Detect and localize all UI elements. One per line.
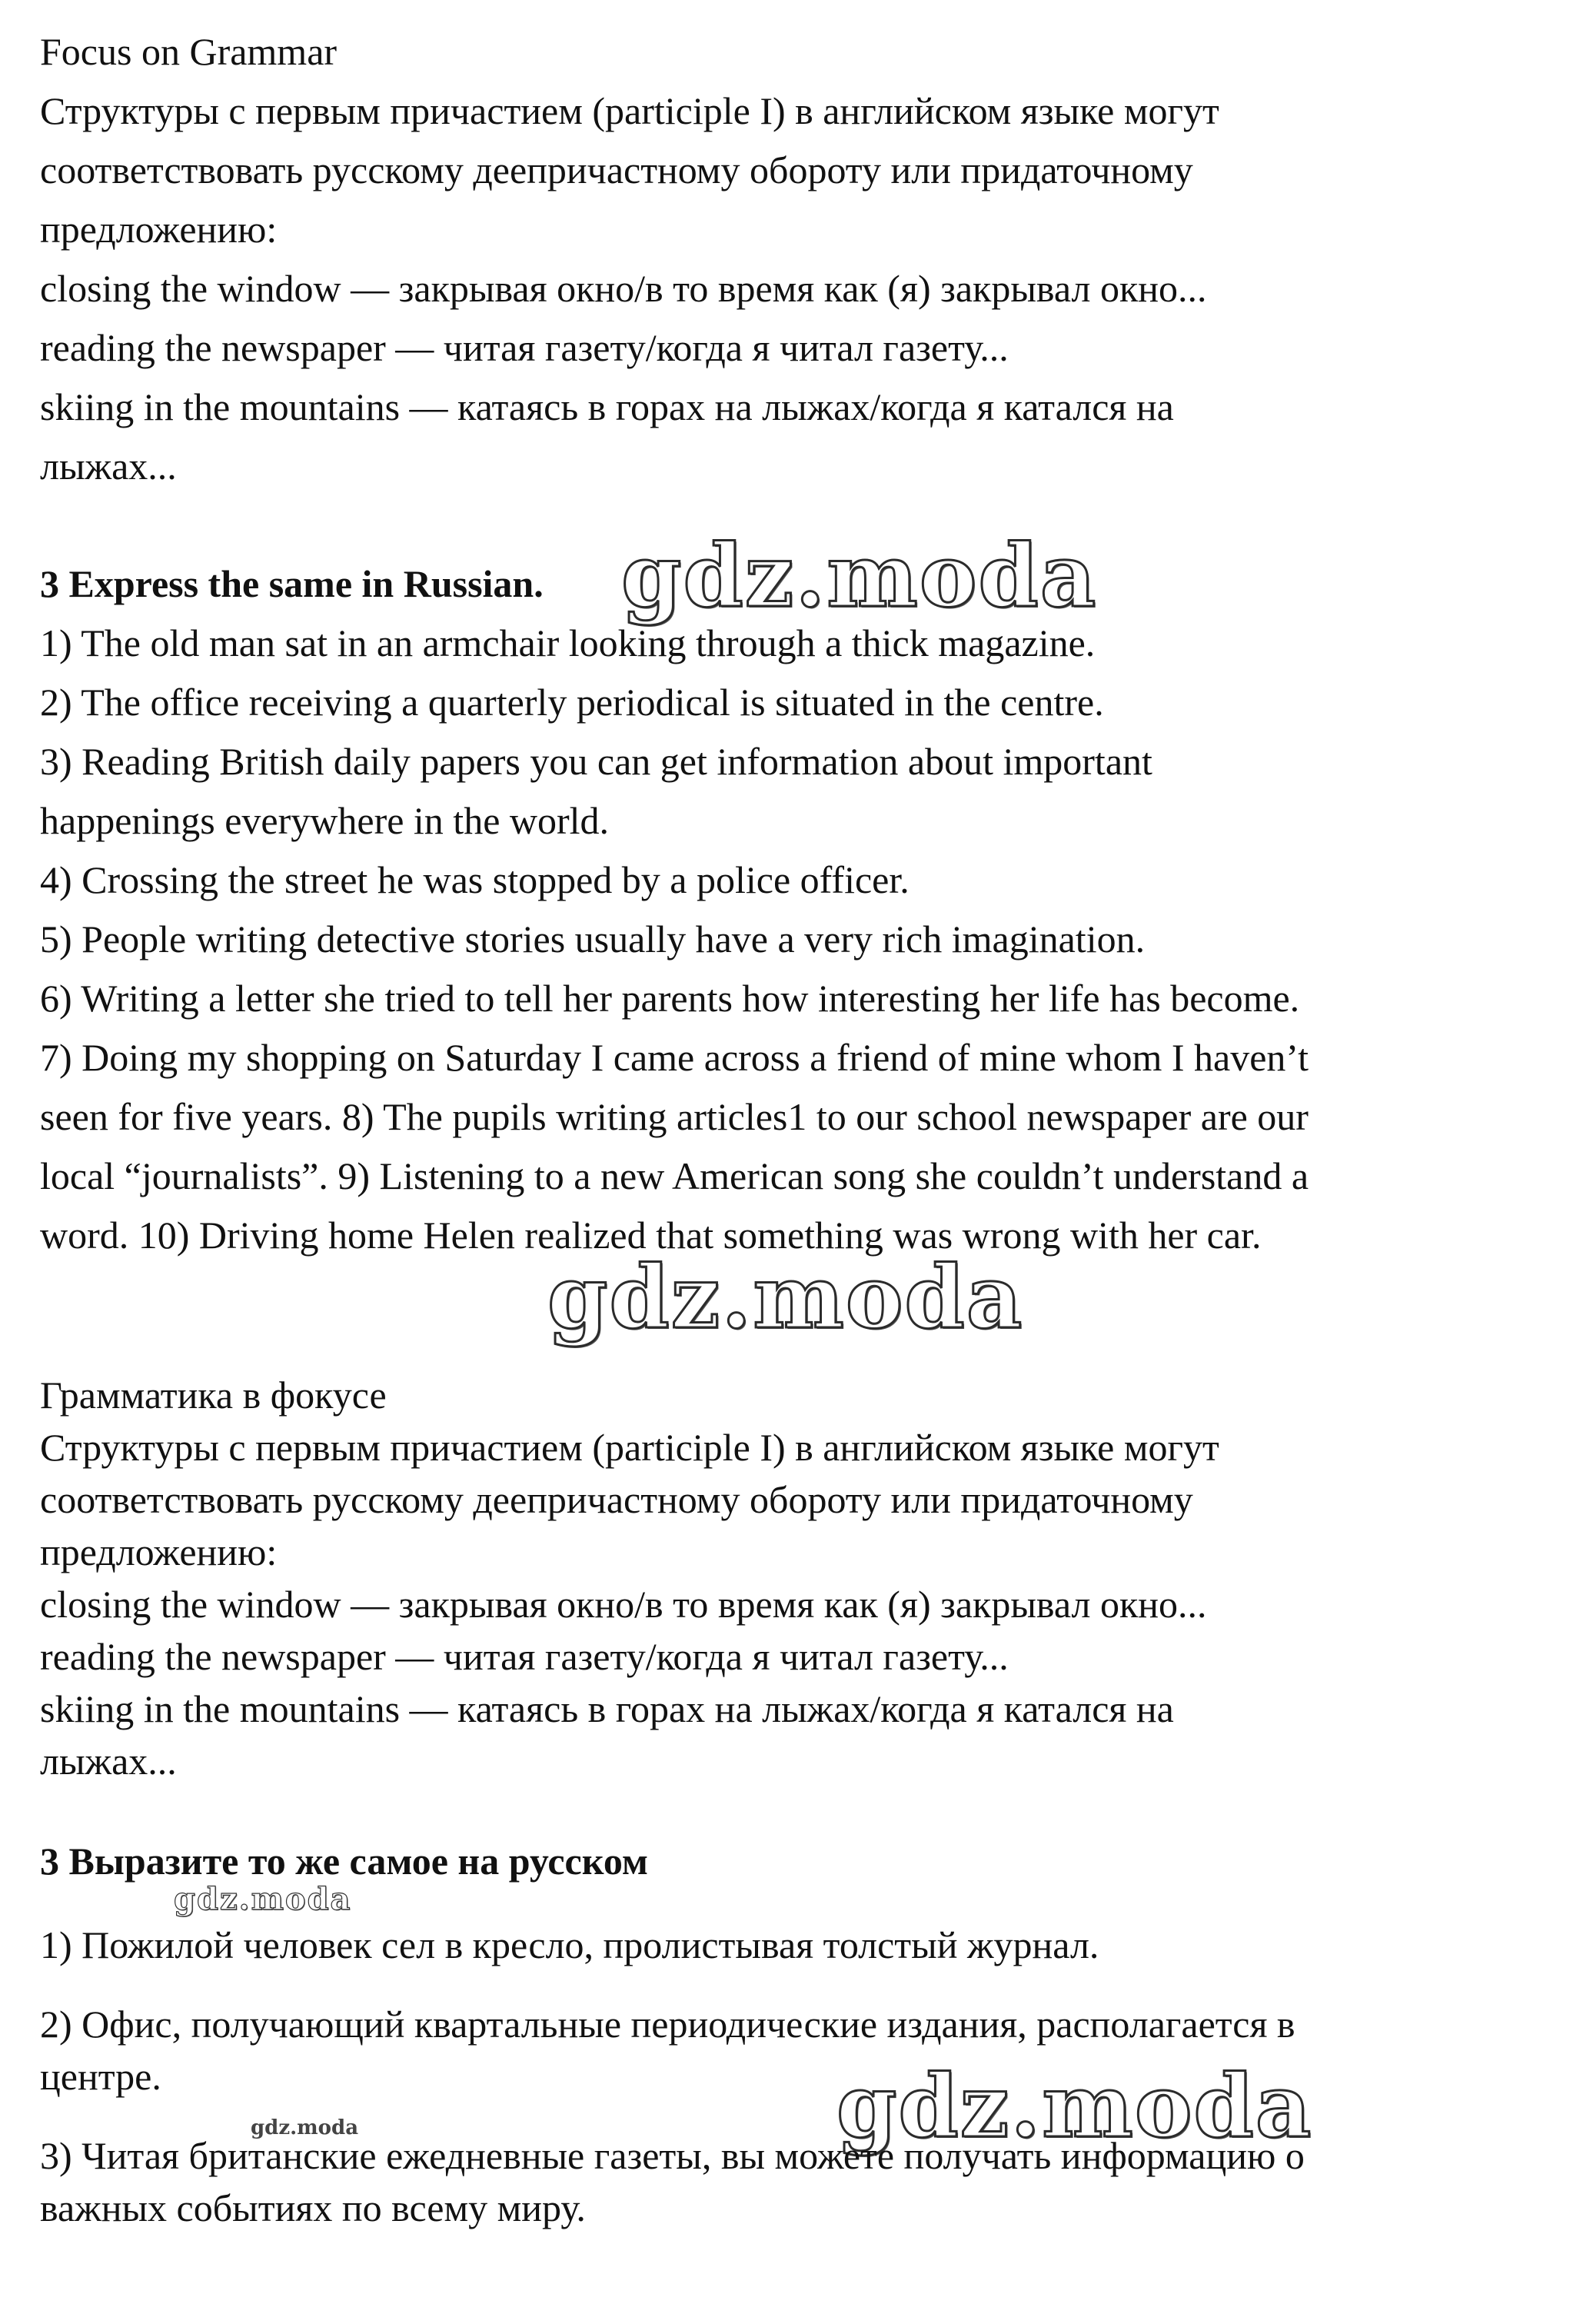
grammar-ru-intro-line-1: Структуры с первым причастием (participle I) в английском языке могут	[40, 1426, 1219, 1469]
watermark-logo: gdz.moda	[621, 526, 1098, 627]
exercise-title-ru: 3 Выразите то же самое на русском	[40, 1840, 648, 1883]
exercise-line-2: 2) The office receiving a quarterly periodical is situated in the centre.	[40, 681, 1104, 724]
exercise-line-3: 3) Reading British daily papers you can get information about important	[40, 740, 1152, 783]
answer-line-3-cont: важных событиях по всему миру.	[40, 2186, 586, 2229]
answer-line-1: 1) Пожилой человек сел в кресло, пролистывая толстый журнал.	[40, 1923, 1099, 1966]
exercise-line-10: local “journalists”. 9) Listening to a new American song she couldn’t understand a	[40, 1154, 1309, 1197]
watermark-logo: gdz.moda	[836, 2056, 1313, 2157]
exercise-line-11: word. 10) Driving home Helen realized that something was wrong with her car.	[40, 1214, 1262, 1257]
exercise-title-en: 3 Express the same in Russian.	[40, 562, 544, 605]
grammar-ru-intro-line-3: предложению:	[40, 1530, 278, 1573]
exercise-line-1: 1) The old man sat in an armchair looking through a thick magazine.	[40, 621, 1096, 664]
answer-line-3: 3) Читая британские ежедневные газеты, вы можете получать информацию о	[40, 2134, 1305, 2177]
grammar-example-2: reading the newspaper — читая газету/когда я читал газету...	[40, 326, 1009, 369]
grammar-ru-intro-line-2: соответствовать русскому деепричастному обороту или придаточному	[40, 1478, 1193, 1521]
grammar-example-3: skiing in the mountains — катаясь в горах на лыжах/когда я катался на	[40, 385, 1174, 428]
exercise-line-8: 7) Doing my shopping on Saturday I came across a friend of mine whom I haven’t	[40, 1036, 1309, 1079]
grammar-intro-line-2: соответствовать русскому деепричастному обороту или придаточному	[40, 148, 1193, 191]
grammar-ru-example-3-cont: лыжах...	[40, 1740, 177, 1783]
exercise-line-4: happenings everywhere in the world.	[40, 799, 610, 842]
watermark-logo-small: gdz.moda	[174, 1881, 352, 1917]
grammar-heading-ru: Грамматика в фокусе	[40, 1373, 387, 1417]
grammar-ru-example-3: skiing in the mountains — катаясь в горах на лыжах/когда я катался на	[40, 1687, 1174, 1730]
watermark-logo: gdz.moda	[547, 1247, 1024, 1348]
exercise-line-6: 5) People writing detective stories usually have a very rich imagination.	[40, 917, 1146, 961]
grammar-ru-example-2: reading the newspaper — читая газету/когда я читал газету...	[40, 1635, 1009, 1678]
answer-line-2-cont: центре.	[40, 2055, 161, 2098]
answer-line-2: 2) Офис, получающий квартальные периодические издания, располагается в	[40, 2003, 1295, 2046]
grammar-intro-line-3: предложению:	[40, 208, 278, 251]
exercise-line-7: 6) Writing a letter she tried to tell her parents how interesting her life has become.	[40, 977, 1300, 1020]
exercise-line-9: seen for five years. 8) The pupils writing articles1 to our school newspaper are our	[40, 1095, 1309, 1138]
grammar-intro-line-1: Структуры с первым причастием (participle I) в английском языке могут	[40, 89, 1219, 132]
grammar-heading-en: Focus on Grammar	[40, 30, 338, 73]
grammar-example-1: closing the window — закрывая окно/в то время как (я) закрывал окно...	[40, 267, 1207, 310]
grammar-example-3-cont: лыжах...	[40, 444, 177, 488]
grammar-ru-example-1: closing the window — закрывая окно/в то время как (я) закрывал окно...	[40, 1583, 1207, 1626]
exercise-line-5: 4) Crossing the street he was stopped by a police officer.	[40, 858, 910, 901]
watermark-logo-tiny: gdz.moda	[251, 2116, 359, 2139]
